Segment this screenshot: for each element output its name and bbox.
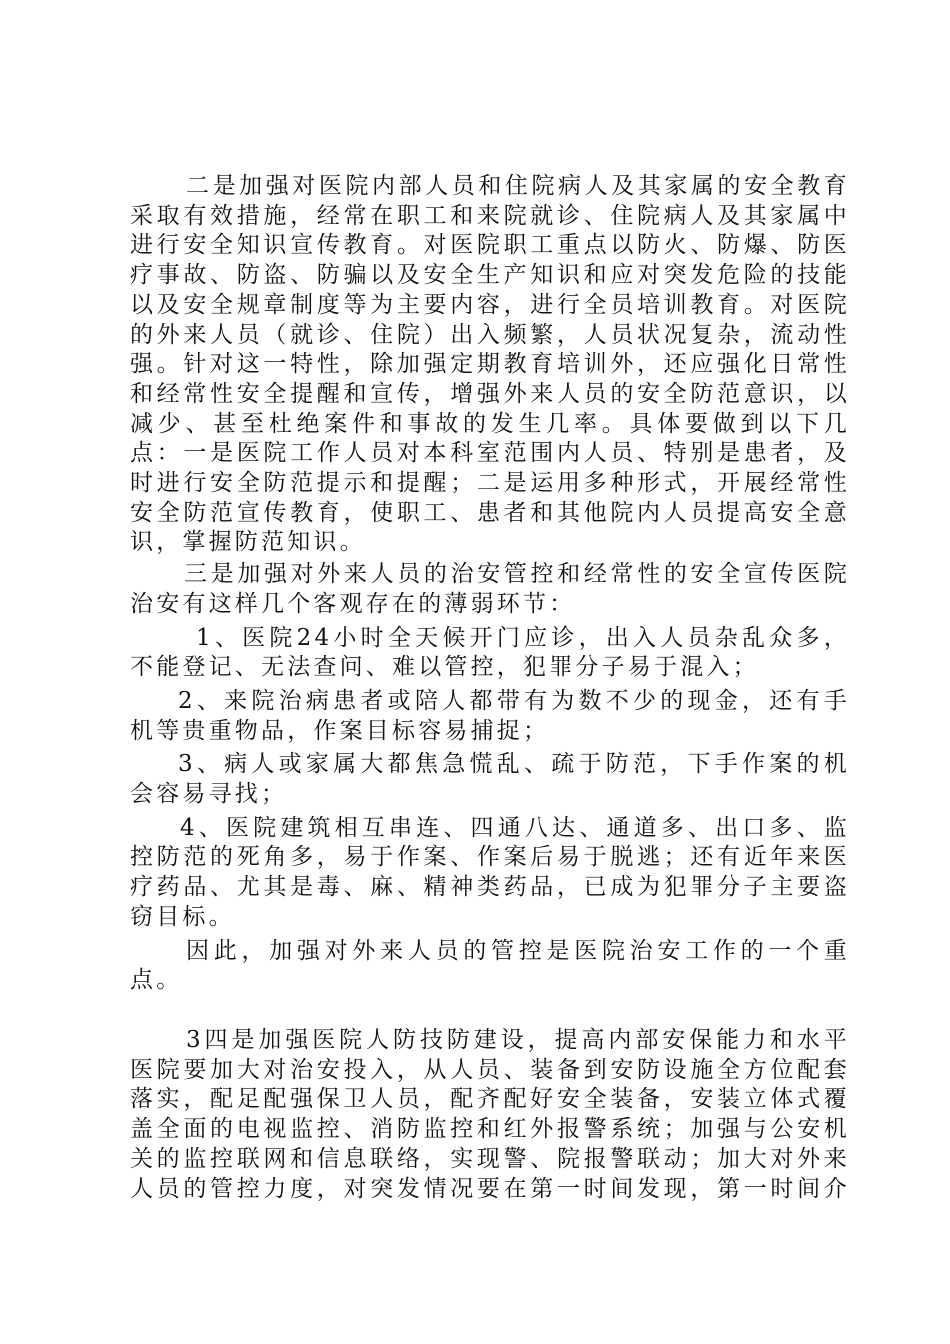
list-item-3: 3、病人或家属大都焦急慌乱、疏于防范，下手作案的机会容易寻找； (130, 751, 850, 808)
paragraph-outsider-control: 三是加强对外来人员的治安管控和经常性的安全宣传医院治安有这样几个客观存在的薄弱环节： (130, 561, 850, 617)
document-body (130, 172, 850, 1204)
list-item-1: 1、医院24小时全天候开门应诊，出入人员杂乱众多，不能登记、无法查问、难以管控，犯罪分子易于混入； (130, 624, 850, 681)
paragraph-security-construction: 3四是加强医院人防技防建设，提高内部安保能力和水平医院要加大对治安投入，从人员、装备到安防设施全方位配套落实，配足配强保卫人员，配齐配好安全装备，安装立体式覆盖全面的电视监控、消防监控和红外报警系统；加强与公安机关的监控联网和信息联络，实现警、院报警联动；加大对外来人员的管控力度，对突发情况要在第一时间发现，第一时间介 (130, 1026, 850, 1202)
paragraph-conclusion: 因此，加强对外来人员的管控是医院治安工作的一个重点。 (130, 937, 850, 994)
list-item-2: 2、来院治病患者或陪人都带有为数不少的现金，还有手机等贵重物品，作案目标容易捕捉； (130, 687, 850, 744)
paragraph-education: 二是加强对医院内部人员和住院病人及其家属的安全教育采取有效措施，经常在职工和来院就诊、住院病人及其家属中进行安全知识宣传教育。对医院职工重点以防火、防爆、防医疗事故、防盗、防骗以及安全生产知识和应对突发危险的技能以及安全规章制度等为主要内容，进行全员培训教育。对医院的外来人员（就诊、住院）出入频繁，人员状况复杂，流动性强。针对这一特性，除加强定期教育培训外，还应强化日常性和经常性安全提醒和宣传，增强外来人员的安全防范意识，以减少、甚至杜绝案件和事故的发生几率。具体要做到以下几点：一是医院工作人员对本科室范围内人员、特别是患者，及时进行安全防范提示和提醒；二是运用多种形式，开展经常性安全防范宣传教育，使职工、患者和其他院内人员提高安全意识，掌握防范知识。 (130, 173, 850, 556)
list-item-4: 4、医院建筑相互串连、四通八达、通道多、出口多、监控防范的死角多，易于作案、作案后易于脱逃；还有近年来医疗药品、尤其是毒、麻、精神类药品，已成为犯罪分子主要盗窃目标。 (130, 814, 850, 930)
